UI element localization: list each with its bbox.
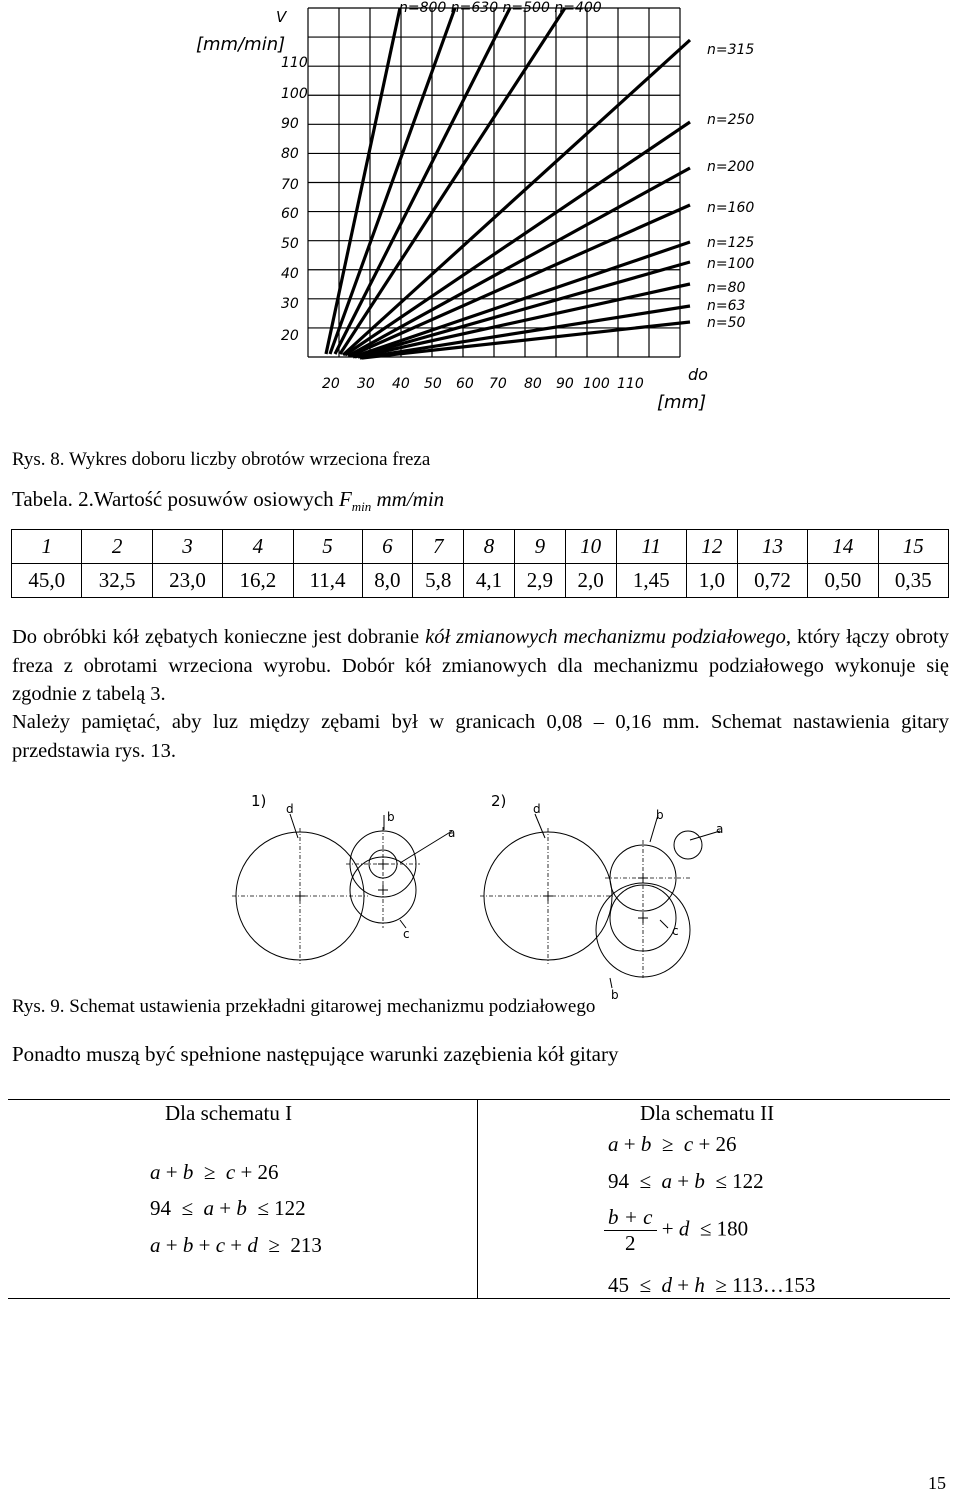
var-a: a [661, 1169, 673, 1193]
table-cell-number: 14 [808, 530, 878, 564]
table-cell-number: 15 [878, 530, 948, 564]
table-cell-value: 2,0 [565, 564, 616, 598]
table-row-values [12, 564, 949, 598]
scheme1-condition-3 [150, 1233, 322, 1258]
table-cell-number: 2 [82, 530, 152, 564]
value-high: 180 [716, 1216, 749, 1241]
rpm-label: n=200 [707, 159, 755, 175]
paragraph1-text-a: Do obróbki kół zębatych konieczne jest dobranie [12, 626, 426, 648]
x-tick-label: 80 [524, 376, 542, 392]
y-tick-label: 20 [281, 328, 299, 344]
fraction-numerator: b + c [604, 1205, 657, 1231]
paragraph-backlash: Należy pamiętać, aby luz między zębami był w granicach 0,08 – 0,16 mm. Schemat nastawienia gitary przedstawia rys. 13. [12, 711, 949, 762]
relation-sign: ≤ [699, 1216, 712, 1241]
y-tick-label: 110 [281, 55, 308, 71]
fig9-caption: Rys. 9. Schemat ustawienia przekładni gitarowej mechanizmu podziałowego [12, 996, 596, 1017]
relation-sign: ≥ [268, 1233, 280, 1257]
value-high: 122 [274, 1196, 306, 1220]
table-cell-number: 3 [152, 530, 222, 564]
x-tick-label: 100 [583, 376, 610, 392]
x-axis-label-do: do [688, 365, 708, 384]
table2-title-symbol: F [338, 487, 352, 511]
paragraph1-text-b: , który łączy obroty freza z obrotami wrzeciona wyrobu. Dobór kół zmianowych dla mechanizmu podziałowego wykonuje się zgodnie z tabelą 3. [12, 626, 949, 705]
scheme2-condition-4 [608, 1273, 815, 1298]
plus-sign: + [165, 1160, 178, 1184]
table-cell-value: 11,4 [293, 564, 362, 598]
fig8-caption: Rys. 8. Wykres doboru liczby obrotów wrzeciona freza [12, 449, 431, 470]
scheme1-condition-2 [150, 1196, 306, 1221]
scheme-2-gear-label-d: d [533, 802, 541, 816]
value: 26 [257, 1160, 279, 1184]
scheme-2-gear-label-a: a [716, 822, 724, 836]
scheme2-condition-2 [608, 1169, 764, 1194]
table-cell-number: 6 [362, 530, 413, 564]
x-tick-label: 70 [489, 376, 507, 392]
table-cell-number: 13 [737, 530, 807, 564]
y-tick-label: 70 [281, 177, 299, 193]
table-cell-number: 10 [565, 530, 616, 564]
rpm-line [355, 262, 690, 357]
table-cell-value: 16,2 [223, 564, 293, 598]
table-cell-number: 7 [413, 530, 464, 564]
relation-sign: ≤ [715, 1169, 727, 1193]
fraction [604, 1205, 657, 1256]
scheme-1-gear-label-b: b [387, 810, 395, 824]
rpm-label: n=50 [707, 315, 746, 331]
scheme2-condition-1 [608, 1132, 737, 1157]
var-c: c [683, 1132, 694, 1156]
rpm-line [345, 122, 690, 355]
plus-sign: + [165, 1233, 178, 1257]
table-cell-number: 11 [616, 530, 686, 564]
var-b: b [236, 1196, 247, 1220]
y-axis-ticks [281, 55, 308, 344]
relation-sign: ≥ [203, 1160, 216, 1184]
plus-sign: + [677, 1273, 690, 1297]
rpm-label: n=63 [707, 298, 746, 314]
table-cell-value: 4,1 [464, 564, 515, 598]
plus-sign: + [219, 1196, 232, 1220]
plus-sign: + [661, 1216, 674, 1241]
scheme-2 [480, 814, 720, 988]
table-cell-number: 4 [223, 530, 293, 564]
table-cell-value: 0,35 [878, 564, 948, 598]
x-tick-label: 20 [322, 376, 340, 392]
var-b: b [182, 1160, 194, 1184]
scheme2-condition-3 [604, 1205, 748, 1256]
value-low: 94 [150, 1196, 171, 1220]
fraction-denominator: 2 [625, 1231, 636, 1255]
scheme-2-gear-label-b: b [656, 808, 664, 822]
rpm-line [330, 8, 455, 354]
scheme-1-gear-label-c: c [403, 927, 410, 941]
var-d: d [661, 1273, 673, 1297]
scheme-1-gear-label-d: d [286, 802, 294, 816]
y-tick-label: 50 [281, 236, 299, 252]
value-high: 122 [732, 1169, 764, 1193]
plus-sign: + [230, 1233, 243, 1257]
x-tick-label: 110 [617, 376, 644, 392]
y-tick-label: 40 [281, 266, 299, 282]
table2-title-text: Tabela. 2.Wartość posuwów osiowych [12, 487, 339, 511]
scheme1-condition-1 [150, 1160, 279, 1185]
plus-sign: + [240, 1160, 253, 1184]
relation-sign: ≥ [661, 1132, 674, 1156]
table-cell-value: 1,0 [686, 564, 737, 598]
gear-a [674, 831, 702, 859]
table-cell-value: 23,0 [152, 564, 222, 598]
scheme1-header: Dla schematu I [165, 1101, 293, 1125]
var-d: d [247, 1233, 258, 1257]
y-tick-label: 60 [281, 206, 299, 222]
y-tick-label: 90 [281, 116, 299, 132]
table-cell-value: 0,72 [737, 564, 807, 598]
value: 26 [715, 1132, 737, 1156]
rpm-label: n=100 [707, 256, 755, 272]
rpm-label: n=80 [707, 280, 746, 296]
y-axis-label-v: V [276, 8, 287, 26]
value-low: 45 [608, 1273, 629, 1297]
x-tick-label: 50 [424, 376, 442, 392]
conditions-intro: Ponadto muszą być spełnione następujące warunki zazębienia kół gitary [12, 1042, 619, 1066]
right-rpm-labels [707, 42, 754, 331]
var-c: c [225, 1160, 236, 1184]
table-cell-number: 12 [686, 530, 737, 564]
relation-sign: ≤ [639, 1273, 652, 1297]
paragraph1-italic-term: kół zmianowych mechanizmu podziałowego [425, 626, 786, 648]
var-a: a [150, 1233, 161, 1257]
scheme-1-gear-label-a: a [448, 826, 456, 840]
var-b: b [694, 1169, 705, 1193]
scheme-2-gear-label-b2: b [611, 988, 619, 1000]
var-h: h [694, 1273, 705, 1297]
gear-train-schemes [0, 780, 960, 1000]
table-cell-number: 9 [514, 530, 565, 564]
table-cell-value: 0,50 [808, 564, 878, 598]
var-b: b [182, 1233, 194, 1257]
table-cell-value: 45,0 [12, 564, 82, 598]
plus-sign: + [677, 1169, 690, 1193]
x-axis-ticks [322, 376, 644, 392]
x-tick-label: 60 [456, 376, 474, 392]
scheme-1 [232, 814, 452, 964]
paragraph-change-gears [12, 623, 949, 709]
var-b: b [640, 1132, 652, 1156]
table-cell-value: 2,9 [514, 564, 565, 598]
rpm-label: n=250 [707, 112, 755, 128]
table-cell-number: 8 [464, 530, 515, 564]
table-cell-value: 32,5 [82, 564, 152, 598]
var-c: c [215, 1233, 226, 1257]
value-high: 113…153 [732, 1273, 816, 1297]
x-tick-label: 90 [556, 376, 574, 392]
plus-sign: + [198, 1233, 211, 1257]
feed-rate-table [11, 529, 949, 598]
nomogram [0, 0, 960, 420]
y-tick-label: 80 [281, 146, 299, 162]
var-a: a [150, 1160, 161, 1184]
rpm-label: n=125 [707, 235, 755, 251]
relation-sign: ≤ [639, 1169, 652, 1193]
x-tick-label: 40 [392, 376, 410, 392]
value-low: 94 [608, 1169, 629, 1193]
page-number: 15 [928, 1473, 946, 1493]
x-axis-label-unit: [mm] [657, 392, 707, 413]
scheme-1-label: 1) [251, 792, 267, 810]
table-cell-number: 1 [12, 530, 82, 564]
rpm-label: n=315 [707, 42, 755, 58]
var-a: a [608, 1132, 619, 1156]
table2-title-unit: mm/min [371, 487, 445, 511]
plus-sign: + [623, 1132, 636, 1156]
conditions-divider [477, 1100, 478, 1298]
table-cell-value: 8,0 [362, 564, 413, 598]
y-tick-label: 30 [281, 296, 299, 312]
var-d: d [678, 1216, 690, 1241]
table-cell-value: 1,45 [616, 564, 686, 598]
y-axis-label-unit: [mm/min] [196, 34, 286, 55]
table-cell-number: 5 [293, 530, 362, 564]
plus-sign: + [698, 1132, 711, 1156]
top-rpm-labels: n=800 n=630 n=500 n=400 [399, 0, 602, 16]
var-a: a [203, 1196, 215, 1220]
table-row-numbers [12, 530, 949, 564]
relation-sign: ≤ [257, 1196, 269, 1220]
table2-title-subscript: min [351, 499, 372, 515]
rpm-line [340, 8, 565, 354]
value: 213 [290, 1233, 322, 1257]
relation-sign: ≥ [715, 1273, 727, 1297]
y-tick-label: 100 [281, 86, 308, 102]
table-cell-value: 5,8 [413, 564, 464, 598]
rpm-label: n=160 [707, 200, 755, 216]
scheme-2-gear-label-c: c [672, 924, 679, 938]
scheme2-header: Dla schematu II [640, 1101, 775, 1125]
scheme-2-label: 2) [491, 792, 507, 810]
relation-sign: ≤ [181, 1196, 194, 1220]
table2-title [12, 487, 444, 515]
x-tick-label: 30 [357, 376, 375, 392]
